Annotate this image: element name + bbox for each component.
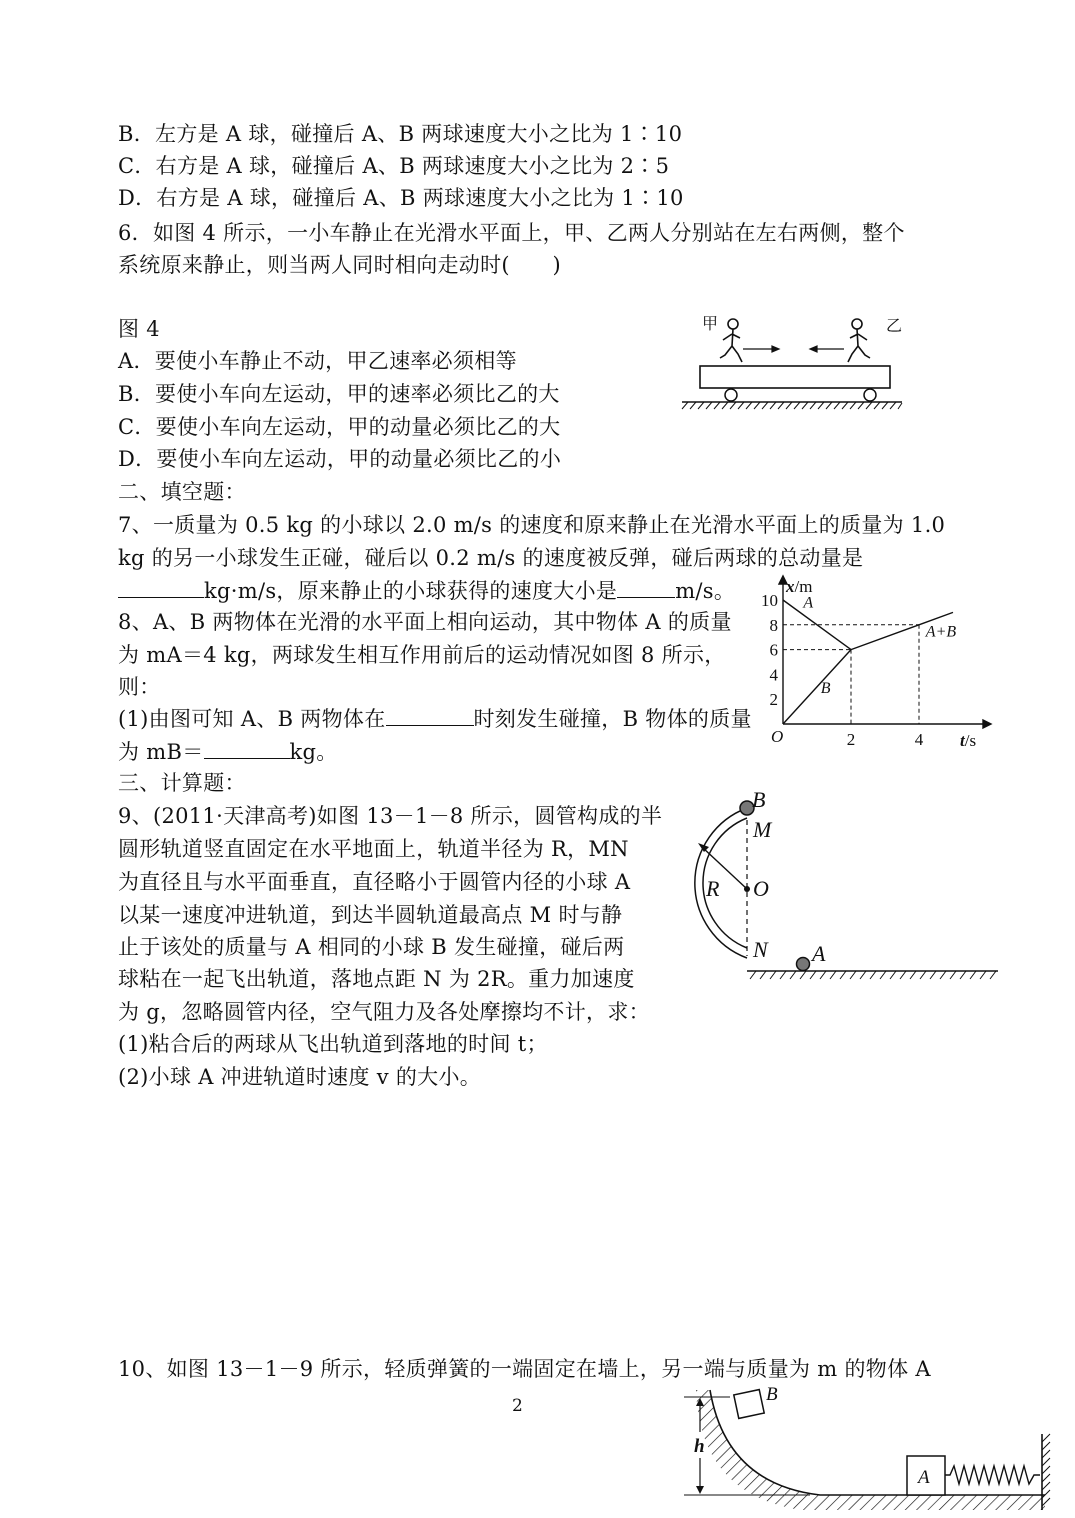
q9-question-2: (2)小球 A 冲进轨道时速度 v 的大小。 <box>118 1065 482 1089</box>
x-tick-4: 4 <box>914 730 924 749</box>
label-jia: 甲 <box>702 316 719 333</box>
q7-blank-2[interactable] <box>617 577 675 598</box>
q8-blank-2[interactable] <box>204 738 290 759</box>
q9-stem-line4: 以某一速度冲进轨道，到达半圆轨道最高点 M 时与静 <box>118 903 623 927</box>
label-yi: 乙 <box>886 318 903 335</box>
q9-stem-line2: 圆形轨道竖直固定在水平地面上，轨道半径为 R，MN <box>118 837 629 861</box>
radius-arrow-icon <box>698 843 709 852</box>
ramp-spring-figure <box>680 1384 1055 1518</box>
q6-option-b: B．要使小车向左运动，甲的速率必须比乙的大 <box>118 382 560 406</box>
block-b <box>734 1390 764 1419</box>
q7-text-3b: m/s。 <box>675 579 736 603</box>
y-tick-8: 8 <box>769 615 778 635</box>
label-o: O <box>753 876 769 901</box>
ground-hatch <box>750 971 996 979</box>
cart-figure <box>680 308 905 413</box>
q5-option-c: C．右方是 A 球，碰撞后 A、B 两球速度大小之比为 2∶5 <box>118 154 670 178</box>
arrow-right-icon <box>743 346 779 352</box>
q8-text-4a: (1)由图可知 A、B 两物体在 <box>118 707 386 731</box>
q10-stem-line1: 10、如图 13－1－9 所示，轻质弹簧的一端固定在墙上，另一端与质量为 m 的物体 A <box>118 1357 931 1381</box>
arrow-left-icon <box>810 346 844 352</box>
series-label-b: B <box>820 679 831 697</box>
xt-chart <box>755 572 995 752</box>
q9-stem-line5: 止于该处的质量与 A 相同的小球 B 发生碰撞，碰后两 <box>118 935 625 959</box>
x-axis-label: t/s <box>960 731 977 750</box>
y-tick-4: 4 <box>769 665 778 685</box>
q7-stem-line1: 7、一质量为 0.5 kg 的小球以 2.0 m/s 的速度和原来静止在光滑水平面上的质量为 1.0 <box>118 513 946 537</box>
y-axis-label: x/m <box>786 577 813 596</box>
label-b: B <box>752 787 766 812</box>
q8-stem-line1: 8、A、B 两物体在光滑的水平面上相向运动，其中物体 A 的质量 <box>118 610 732 634</box>
q7-stem-line2: kg 的另一小球发生正碰，碰后以 0.2 m/s 的速度被反弹，碰后两球的总动量是 <box>118 546 864 570</box>
semicircle-track-figure <box>660 786 1005 986</box>
label-r: R <box>706 876 720 901</box>
q6-option-d: D．要使小车向左运动，甲的动量必须比乙的小 <box>118 447 562 471</box>
height-arrow-down-icon <box>696 1486 704 1494</box>
spring-icon <box>945 1466 1040 1484</box>
y-tick-6: 6 <box>769 640 778 660</box>
q6-stem-line1: 6．如图 4 所示，一小车静止在光滑水平面上，甲、乙两人分别站在左右两侧，整个 <box>118 221 905 245</box>
wheel-left <box>725 389 737 401</box>
series-line-1 <box>783 650 851 724</box>
q7-stem-line3 <box>118 576 735 606</box>
q8-stem-line5 <box>118 737 338 767</box>
q8-stem-line2: 为 mA＝4 kg，两球发生相互作用前后的运动情况如图 8 所示， <box>118 643 726 667</box>
section-fill-in-heading: 二、填空题： <box>118 480 246 504</box>
q6-option-c: C．要使小车向左运动，甲的动量必须比乙的大 <box>118 415 561 439</box>
x-axis-arrow <box>983 720 991 728</box>
label-h: h <box>694 1436 705 1457</box>
person-yi-icon <box>848 319 870 362</box>
q7-blank-1[interactable] <box>118 577 204 598</box>
q7-text-3a: kg·m/s，原来静止的小球获得的速度大小是 <box>204 579 618 603</box>
q9-stem-line7: 为 g，忽略圆管内径，空气阻力及各处摩擦均不计，求： <box>118 1000 650 1024</box>
q9-question-1: (1)粘合后的两球从飞出轨道到落地的时间 t； <box>118 1032 548 1056</box>
cart-body <box>700 366 890 388</box>
page-number: 2 <box>512 1396 523 1416</box>
origin-label: O <box>771 727 784 746</box>
q8-blank-1[interactable] <box>386 705 474 726</box>
q5-option-b: B．左方是 A 球，碰撞后 A、B 两球速度大小之比为 1∶10 <box>118 122 683 146</box>
ball-a <box>797 958 810 971</box>
q8-text-5a: 为 mB＝ <box>118 740 204 764</box>
q6-stem-line2: 系统原来静止，则当两人同时相向走动时( ) <box>118 253 561 277</box>
wheel-right <box>864 389 876 401</box>
q5-option-d: D．右方是 A 球，碰撞后 A、B 两球速度大小之比为 1∶10 <box>118 186 684 210</box>
q8-text-5b: kg。 <box>289 740 338 764</box>
q8-text-4b: 时刻发生碰撞，B 物体的质量 <box>473 707 752 731</box>
label-n: N <box>753 937 768 962</box>
label-m: M <box>753 817 772 842</box>
q9-stem-line1: 9、(2011·天津高考)如图 13－1－8 所示，圆管构成的半 <box>118 804 663 828</box>
person-jia-icon <box>720 319 742 362</box>
section-calc-heading: 三、计算题： <box>118 771 246 795</box>
q8-stem-line3: 则： <box>118 675 161 699</box>
ground-hatch <box>682 402 902 409</box>
y-tick-10: 10 <box>761 591 778 610</box>
q8-stem-line4 <box>118 704 752 734</box>
label-b: B <box>766 1384 778 1405</box>
x-tick-2: 2 <box>846 730 856 749</box>
q9-stem-line6: 球粘在一起飞出轨道，落地点距 N 为 2R。重力加速度 <box>118 967 635 991</box>
series-label-a: A <box>803 594 814 612</box>
q9-stem-line3: 为直径且与水平面垂直，直径略小于圆管内径的小球 A <box>118 870 631 894</box>
q6-figure-label: 图 4 <box>118 317 160 341</box>
series-label-ab: A+B <box>925 623 957 641</box>
label-a: A <box>812 941 826 966</box>
label-a: A <box>918 1467 930 1488</box>
y-tick-2: 2 <box>769 690 778 710</box>
q6-option-a: A．要使小车静止不动，甲乙速率必须相等 <box>118 349 517 373</box>
